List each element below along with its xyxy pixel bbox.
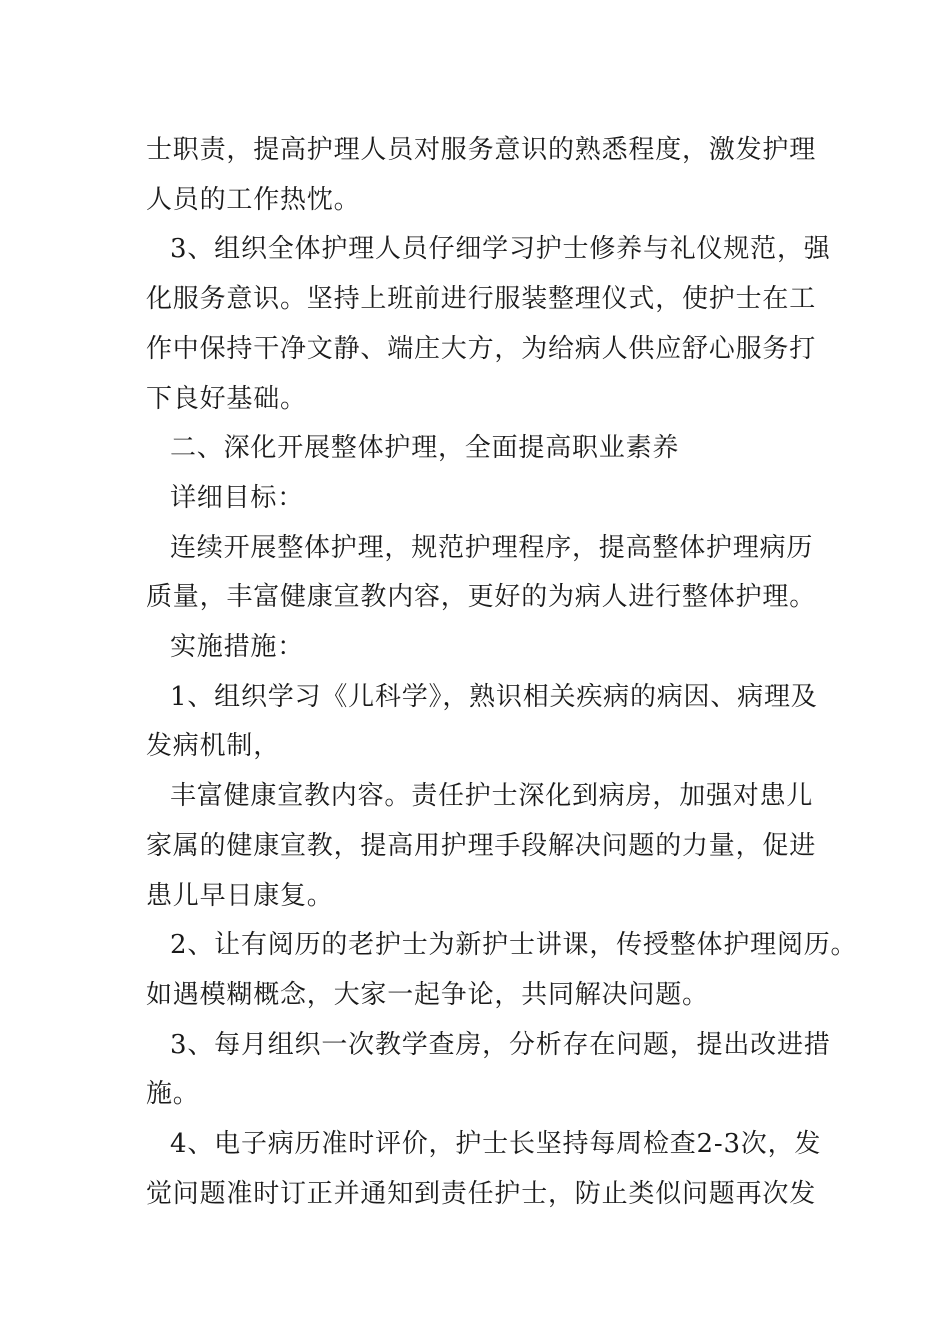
- text-line: 下良好基础。: [146, 383, 307, 414]
- text-line: 家属的健康宣教，提高用护理手段解决问题的力量，促进: [146, 830, 817, 861]
- text-line: 士职责，提高护理人员对服务意识的熟悉程度，激发护理: [146, 135, 817, 165]
- text-line: 如遇模糊概念，大家一起争论，共同解决问题。: [146, 979, 709, 1010]
- text-line: 二、深化开展整体护理，全面提高职业素养: [170, 433, 680, 464]
- text-line: 3、每月组织一次教学查房，分析存在问题，提出改进措: [170, 1029, 831, 1060]
- text-line: 丰富健康宣教内容。责任护士深化到病房，加强对患儿: [170, 781, 814, 812]
- text-line: 化服务意识。坚持上班前进行服装整理仪式，使护士在工: [146, 284, 817, 315]
- text-line: 连续开展整体护理，规范护理程序，提高整体护理病历: [170, 532, 814, 563]
- text-line: 觉问题准时订正并通知到责任护士，防止类似问题再次发: [146, 1178, 817, 1209]
- text-line: 详细目标：: [170, 482, 305, 513]
- text-line: 患儿早日康复。: [146, 880, 334, 911]
- text-line: 3、组织全体护理人员仔细学习护士修养与礼仪规范，强: [170, 234, 831, 265]
- text-line: 2、让有阅历的老护士为新护士讲课，传授整体护理阅历。: [170, 930, 858, 961]
- document-body: [146, 126, 858, 1219]
- text-line: 实施措施：: [170, 632, 305, 663]
- text-line: 质量，丰富健康宣教内容，更好的为病人进行整体护理。: [146, 582, 817, 613]
- text-line: 发病机制，: [146, 731, 281, 762]
- text-line: 1、组织学习《儿科学》，熟识相关疾病的病因、病理及: [170, 681, 818, 712]
- text-line: 作中保持干净文静、端庄大方，为给病人供应舒心服务打: [146, 333, 817, 364]
- text-line: 4、电子病历准时评价，护士长坚持每周检查2-3次，发: [170, 1129, 822, 1160]
- text-line: 人员的工作热忱。: [146, 184, 361, 215]
- text-line: 施。: [146, 1079, 200, 1110]
